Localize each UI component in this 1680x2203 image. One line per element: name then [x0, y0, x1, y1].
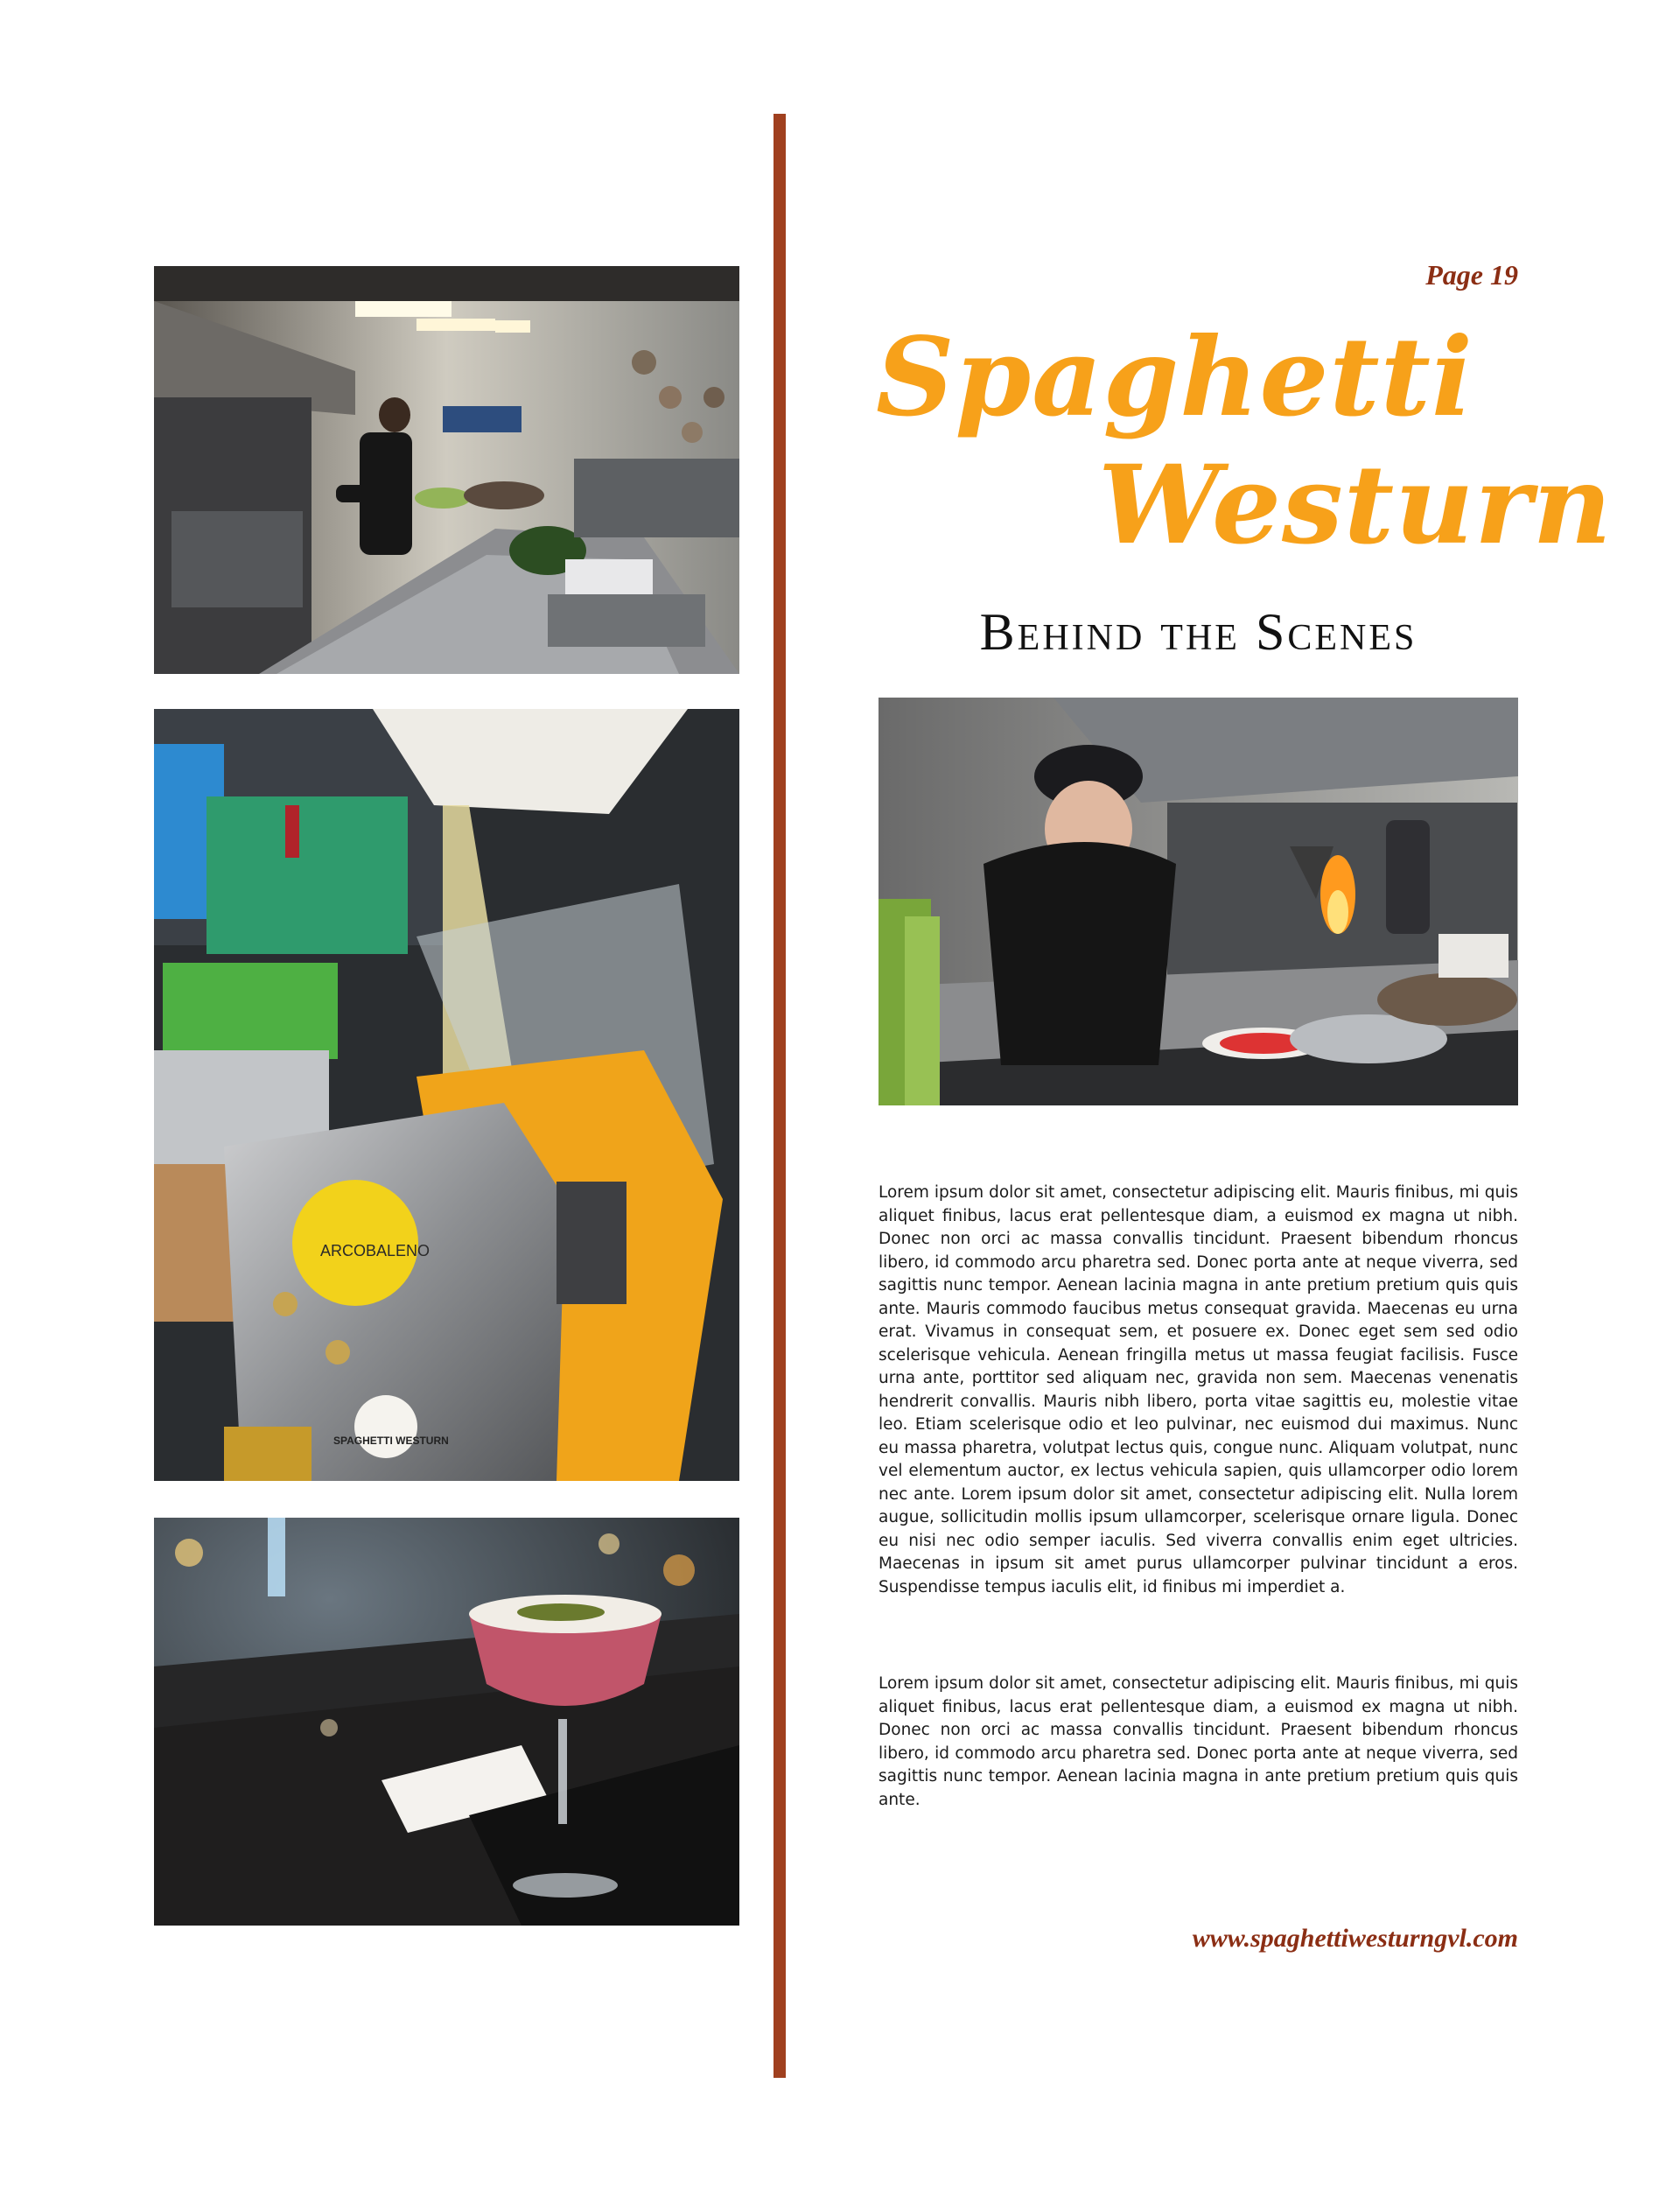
title-line-2: Westurn [1098, 442, 1613, 569]
body-paragraph-1: Lorem ipsum dolor sit amet, consectetur adipiscing elit. Mauris finibus, mi quis aliquet finibus, lacus erat pellentesque diam, a euismod ex magna ut nibh. Donec non orci ac massa convallis tincidunt. Praesent bibendum rhoncus libero, id commodo arcu pharetra sed. Donec porta ante at neque viverra, sed sagittis nunc tempor. Aenean lacinia magna in ante pretium pretium quis quis ante. Mauris commodo faucibus metus consequat gravida. Maecenas eu urna erat. Vivamus in consequat sem, et posuere ex. Donec eget sem sed odio scelerisque vehicula. Aenean fringilla metus ut massa feugiat facilisis. Fusce urna ante, porttitor sed aliquam nec, gravida non sem. Maecenas venenatis hendrerit convallis. Mauris nibh libero, porta vitae sagittis eu, molestie vitae leo. Etiam scelerisque odio et leo pulvinar, nec euismod dui maximus. Nunc eu massa pharetra, volutpat lectus quis, congue nunc. Aliquam volutpat, nunc vel elementum auctor, ex lectus vehicula sapien, quis ullamcorper odio lorem nec ante. Lorem ipsum dolor sit amet, consectetur adipiscing elit. Nulla lorem augue, sollicitudin mollis ipsum ullamcorper, scelerisque ornare ligula. Donec eu nisi nec odio semper iaculis. Sed viverra convallis enim eget ultricies. Maecenas in ipsum sit amet purus ullamcorper pulvinar tincidunt a eros. Suspendisse tempus iaculis elit, id finibus mi imperdiet a. [878, 1183, 1518, 1596]
pasta-machine-photo [154, 709, 739, 1481]
chef-cooking-photo [878, 698, 1518, 1105]
title-line-1: Spaghetti [876, 314, 1474, 441]
column-divider [774, 114, 786, 2078]
machine-brand-label: ARCOBALENO [320, 1242, 430, 1259]
kitchen-prep-photo [154, 266, 739, 674]
page-title [862, 314, 1613, 569]
website-link[interactable]: www.spaghettiwesturngvl.com [1192, 1924, 1518, 1953]
body-paragraph-2: Lorem ipsum dolor sit amet, consectetur adipiscing elit. Mauris finibus, mi quis aliquet finibus, lacus erat pellentesque diam, a euismod ex magna ut nibh. Donec non orci ac massa convallis tincidunt. Praesent bibendum rhoncus libero, id commodo arcu pharetra sed. Donec porta ante at neque viverra, sed sagittis nunc tempor. Aenean lacinia magna in ante pretium pretium quis quis ante. [878, 1674, 1518, 1809]
page-subtitle: Behind the Scenes [979, 603, 1418, 661]
page-number: Page 19 [1425, 259, 1518, 291]
cocktail-photo [154, 1518, 739, 1926]
restaurant-sticker-label: SPAGHETTI WESTURN [333, 1435, 449, 1447]
